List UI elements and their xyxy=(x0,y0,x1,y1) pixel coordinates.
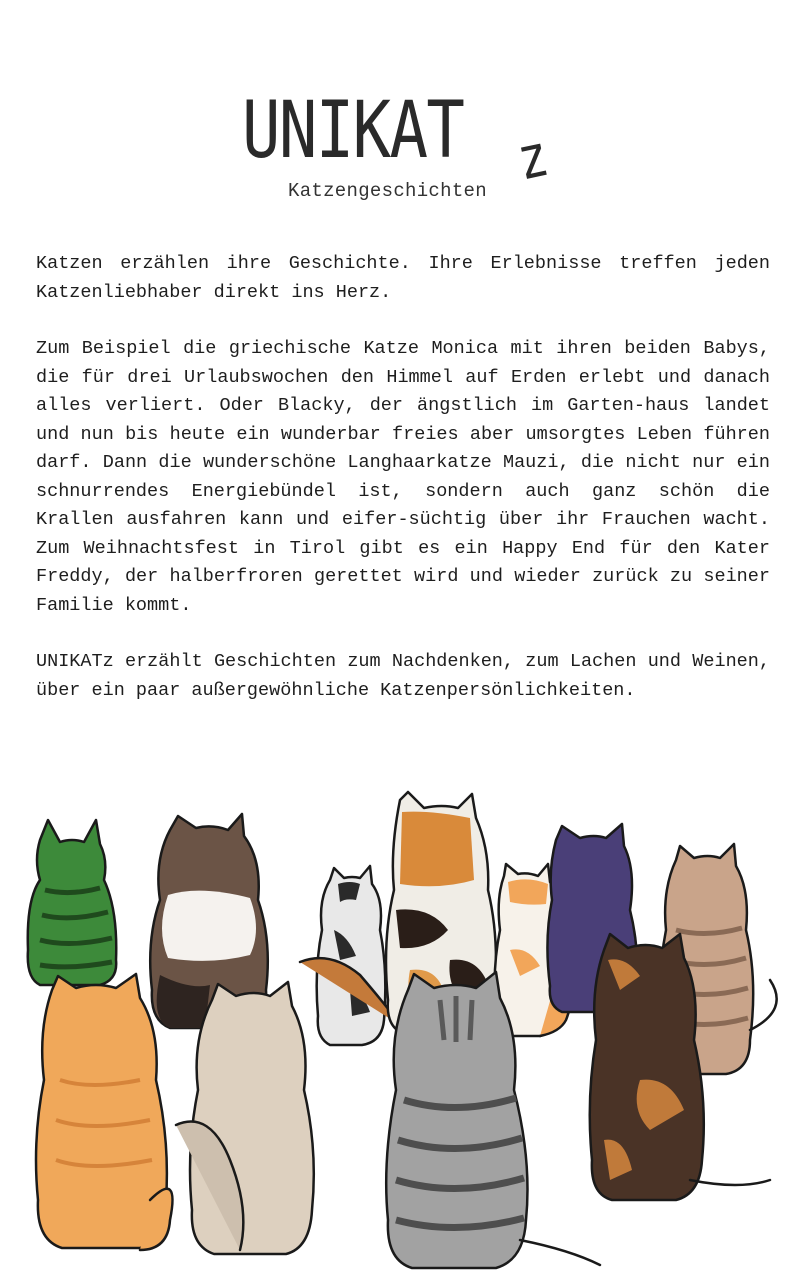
orange-cat xyxy=(36,974,173,1250)
paragraph-intro: Katzen erzählen ihre Geschichte. Ihre Erlebnisse treffen jeden Katzenliebhaber direkt ins Herz. xyxy=(36,253,770,303)
cats-svg xyxy=(0,780,800,1280)
paragraph-examples: Zum Beispiel die griechische Katze Monica mit ihren beiden Babys, die für drei Urlaubswochen den Himmel auf Erden erlebt und danach alles verliert. Oder Blacky, der ängstlich im Garten-haus landet und nun bis heute ein wunderbar freies aber umsorgtes Leben führen darf. Dann die wunderschöne Langhaarkatze Mauzi, die nicht nur ein schnurrendes Energiebündel ist, sondern auch ganz schön die Krallen ausfahren kann und eifer-süchtig über ihr Frauchen wacht. Zum Weihnachtsfest in Tirol gibt es ein Happy End für den Kater Freddy, der halberfroren gerettet wird und wieder zurück zu seiner Familie kommt. xyxy=(36,338,770,616)
cats-illustration xyxy=(0,780,800,1280)
description-text xyxy=(36,250,770,733)
logo-title: UNIKAT xyxy=(242,86,464,176)
green-tabby-cat xyxy=(28,820,117,985)
paragraph-summary: UNIKATz erzählt Geschichten zum Nachdenken, zum Lachen und Weinen, über ein paar außergewöhnliche Katzenpersönlichkeiten. xyxy=(36,651,770,701)
logo xyxy=(0,86,800,212)
logo-z: z xyxy=(510,120,555,194)
logo-tagline: Katzengeschichten xyxy=(288,180,487,202)
